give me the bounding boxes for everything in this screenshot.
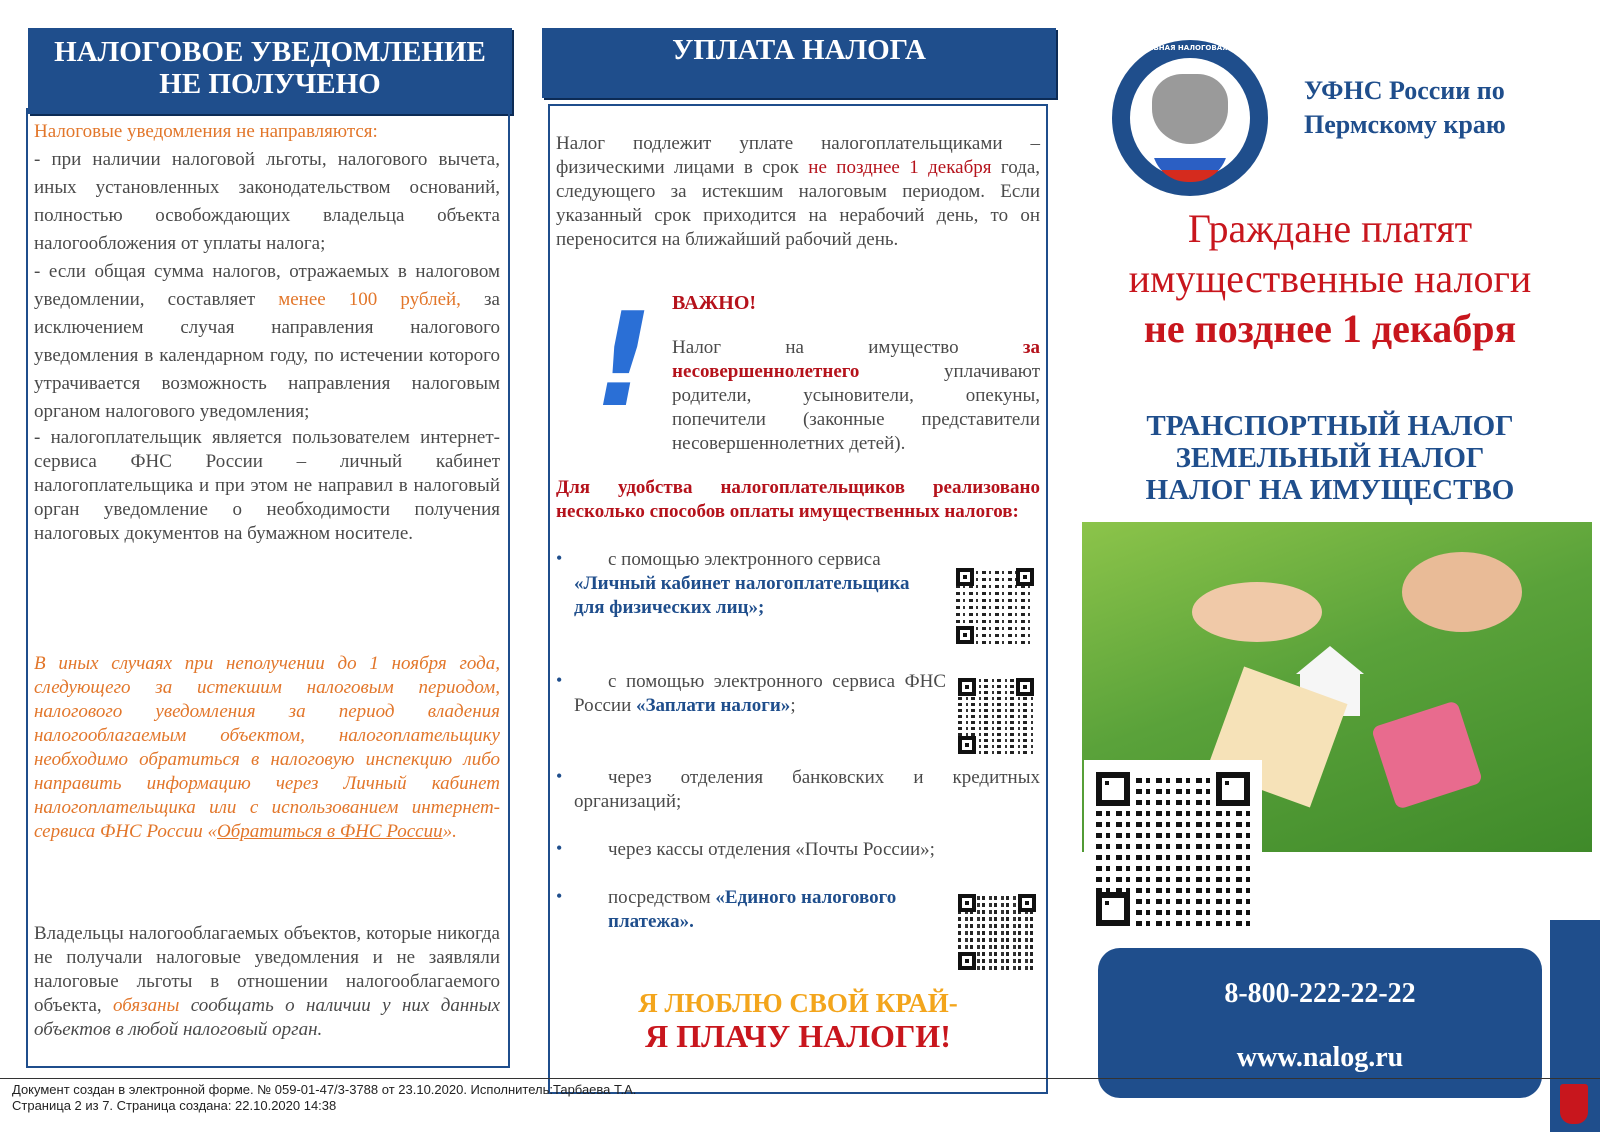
- footer-page-info: Страница 2 из 7. Страница создана: 22.10.2020 14:38: [12, 1098, 337, 1113]
- col1-bullet-2: - если общая сумма налогов, отражаемых в налоговом уведомлении, составляет менее 100 рублей, за исключением случая направления налогового уведомления в календарном году, по истечении которого утрачивается возможность направления налоговым органом налогового уведомления;: [34, 261, 500, 422]
- col1-owners-note: Владельцы налогооблагаемых объектов, которые никогда не получали налоговые уведомления и не заявляли налоговые льготы в отношении налогооблагаемого объекта, обязаны сообщать о наличии у них данных объектов в любой налоговый орган.: [34, 923, 501, 1040]
- org-name: УФНС России по Пермскому краю: [1304, 76, 1506, 139]
- footer-doc-info: Документ создан в электронной форме. № 059-01-47/3-3788 от 23.10.2020. Исполнитель:Тарбаева Т.А.: [12, 1082, 637, 1097]
- contacts-panel: [1098, 948, 1542, 1098]
- tax-transport: ТРАНСПОРТНЫЙ НАЛОГ: [1146, 410, 1514, 442]
- bullet-3: •: [556, 766, 563, 786]
- qr-code-2[interactable]: [958, 678, 1034, 754]
- bullet-1: •: [556, 548, 563, 568]
- method-2: с помощью электронного сервиса ФНС России «Заплати налоги»;: [574, 671, 946, 716]
- col1-intro: Налоговые уведомления не направляются:: [34, 121, 378, 142]
- col1-bullet-1: - при наличии налоговой льготы, налогового вычета, иных установленных законодательством оснований, полностью освобождающих владельца объекта налогообложения от уплаты налога;: [34, 149, 500, 254]
- method-1: с помощью электронного сервиса «Личный кабинет налогоплательщика для физических лиц»;: [574, 548, 944, 620]
- calculator-icon: [1371, 700, 1483, 810]
- fns-emblem: [1112, 40, 1268, 196]
- payment-methods-title: Для удобства налогоплательщиков реализовано несколько способов оплаты имущественных налогов:: [556, 477, 1040, 522]
- tax-property: НАЛОГ НА ИМУЩЕСТВО: [1145, 474, 1515, 506]
- col2-deadline-text: Налог подлежит уплате налогоплательщиками – физическими лицами в срок не позднее 1 декабря года, следующего за истекшим налоговым периодом. Если указанный срок приходится на нерабочий день, то он переносится на ближайший рабочий день.: [556, 133, 1041, 250]
- headline: Граждане платят имущественные налоги не позднее 1 декабря: [1128, 206, 1532, 351]
- col2-title: УПЛАТА НАЛОГА: [672, 34, 926, 66]
- tax-types: [1090, 410, 1570, 506]
- col1-header: [28, 28, 512, 114]
- deadline-highlight: не позднее 1 декабря: [808, 157, 992, 178]
- large-qr-code[interactable]: [1084, 760, 1262, 938]
- qr-code-3[interactable]: [958, 894, 1036, 970]
- single-tax-payment[interactable]: «Единого налогового платежа».: [608, 887, 897, 932]
- emblem-ring-text: ФЕДЕРАЛЬНАЯ НАЛОГОВАЯ СЛУЖБА: [1114, 44, 1266, 52]
- col1-title-line1: НАЛОГОВОЕ УВЕДОМЛЕНИЕ: [54, 36, 486, 68]
- col1-bullet-3: - налогоплательщик является пользователем интернет-сервиса ФНС России – личный кабинет налогоплательщика и при этом не направил в налоговый орган уведомление о необходимости получения налоговых документов на бумажном носителе.: [34, 427, 500, 544]
- eagle-icon: [1152, 74, 1228, 144]
- footer-divider: [0, 1078, 1600, 1079]
- col1-title-line2: НЕ ПОЛУЧЕНО: [159, 68, 381, 100]
- perm-coat-of-arms-icon: [1560, 1084, 1588, 1124]
- flag-icon: [1152, 146, 1228, 182]
- col1-body: [34, 118, 500, 546]
- method-4: через кассы отделения «Почты России»;: [608, 839, 935, 860]
- obliged-highlight: обязаны: [113, 995, 180, 1016]
- slogan-line2: Я ПЛАЧУ НАЛОГИ!: [645, 1018, 951, 1054]
- pay-taxes-service[interactable]: «Заплати налоги»: [636, 695, 791, 716]
- important-label: ВАЖНО!: [672, 292, 757, 314]
- minor-tax-note: Налог на имущество за несовершеннолетнего уплачивают родители, усыновители, опекуны, попечители (законные представители несовершеннолетних детей).: [672, 337, 1040, 454]
- personal-account-service[interactable]: «Личный кабинет налогоплательщика для физических лиц»;: [574, 573, 910, 618]
- method-5: посредством «Единого налогового платежа».: [608, 887, 897, 932]
- appeal-fns-link[interactable]: Обратиться в ФНС России: [217, 821, 443, 842]
- hotline-phone[interactable]: 8-800-222-22-22: [1224, 978, 1416, 1009]
- col2-header: [542, 28, 1056, 98]
- bullet-2: •: [556, 670, 563, 690]
- website-link[interactable]: www.nalog.ru: [1236, 1042, 1404, 1073]
- footer: [12, 1082, 636, 1114]
- bullet-4: •: [556, 838, 563, 858]
- minor-highlight: за несовершеннолетнего: [672, 337, 1040, 382]
- threshold-highlight: менее 100 рублей,: [278, 289, 461, 310]
- qr-code-1[interactable]: [956, 568, 1034, 644]
- exclamation-icon: !: [594, 284, 654, 436]
- tax-land: ЗЕМЕЛЬНЫЙ НАЛОГ: [1175, 442, 1485, 474]
- col1-italic-note: В иных случаях при неполучении до 1 ноября года, следующего за истекшим налоговым периодом, налогового уведомления за период владения налогооблагаемым объектом, налогоплательщику необходимо обратиться в налоговую инспекцию либо направить информацию через Личный кабинет налогоплательщика или с использованием интернет-сервиса ФНС России «Обратиться в ФНС России».: [34, 653, 500, 842]
- slogan-line1: Я ЛЮБЛЮ СВОЙ КРАЙ-: [638, 988, 958, 1018]
- method-3: через отделения банковских и кредитных организаций;: [574, 767, 1040, 812]
- bullet-5: •: [556, 886, 563, 906]
